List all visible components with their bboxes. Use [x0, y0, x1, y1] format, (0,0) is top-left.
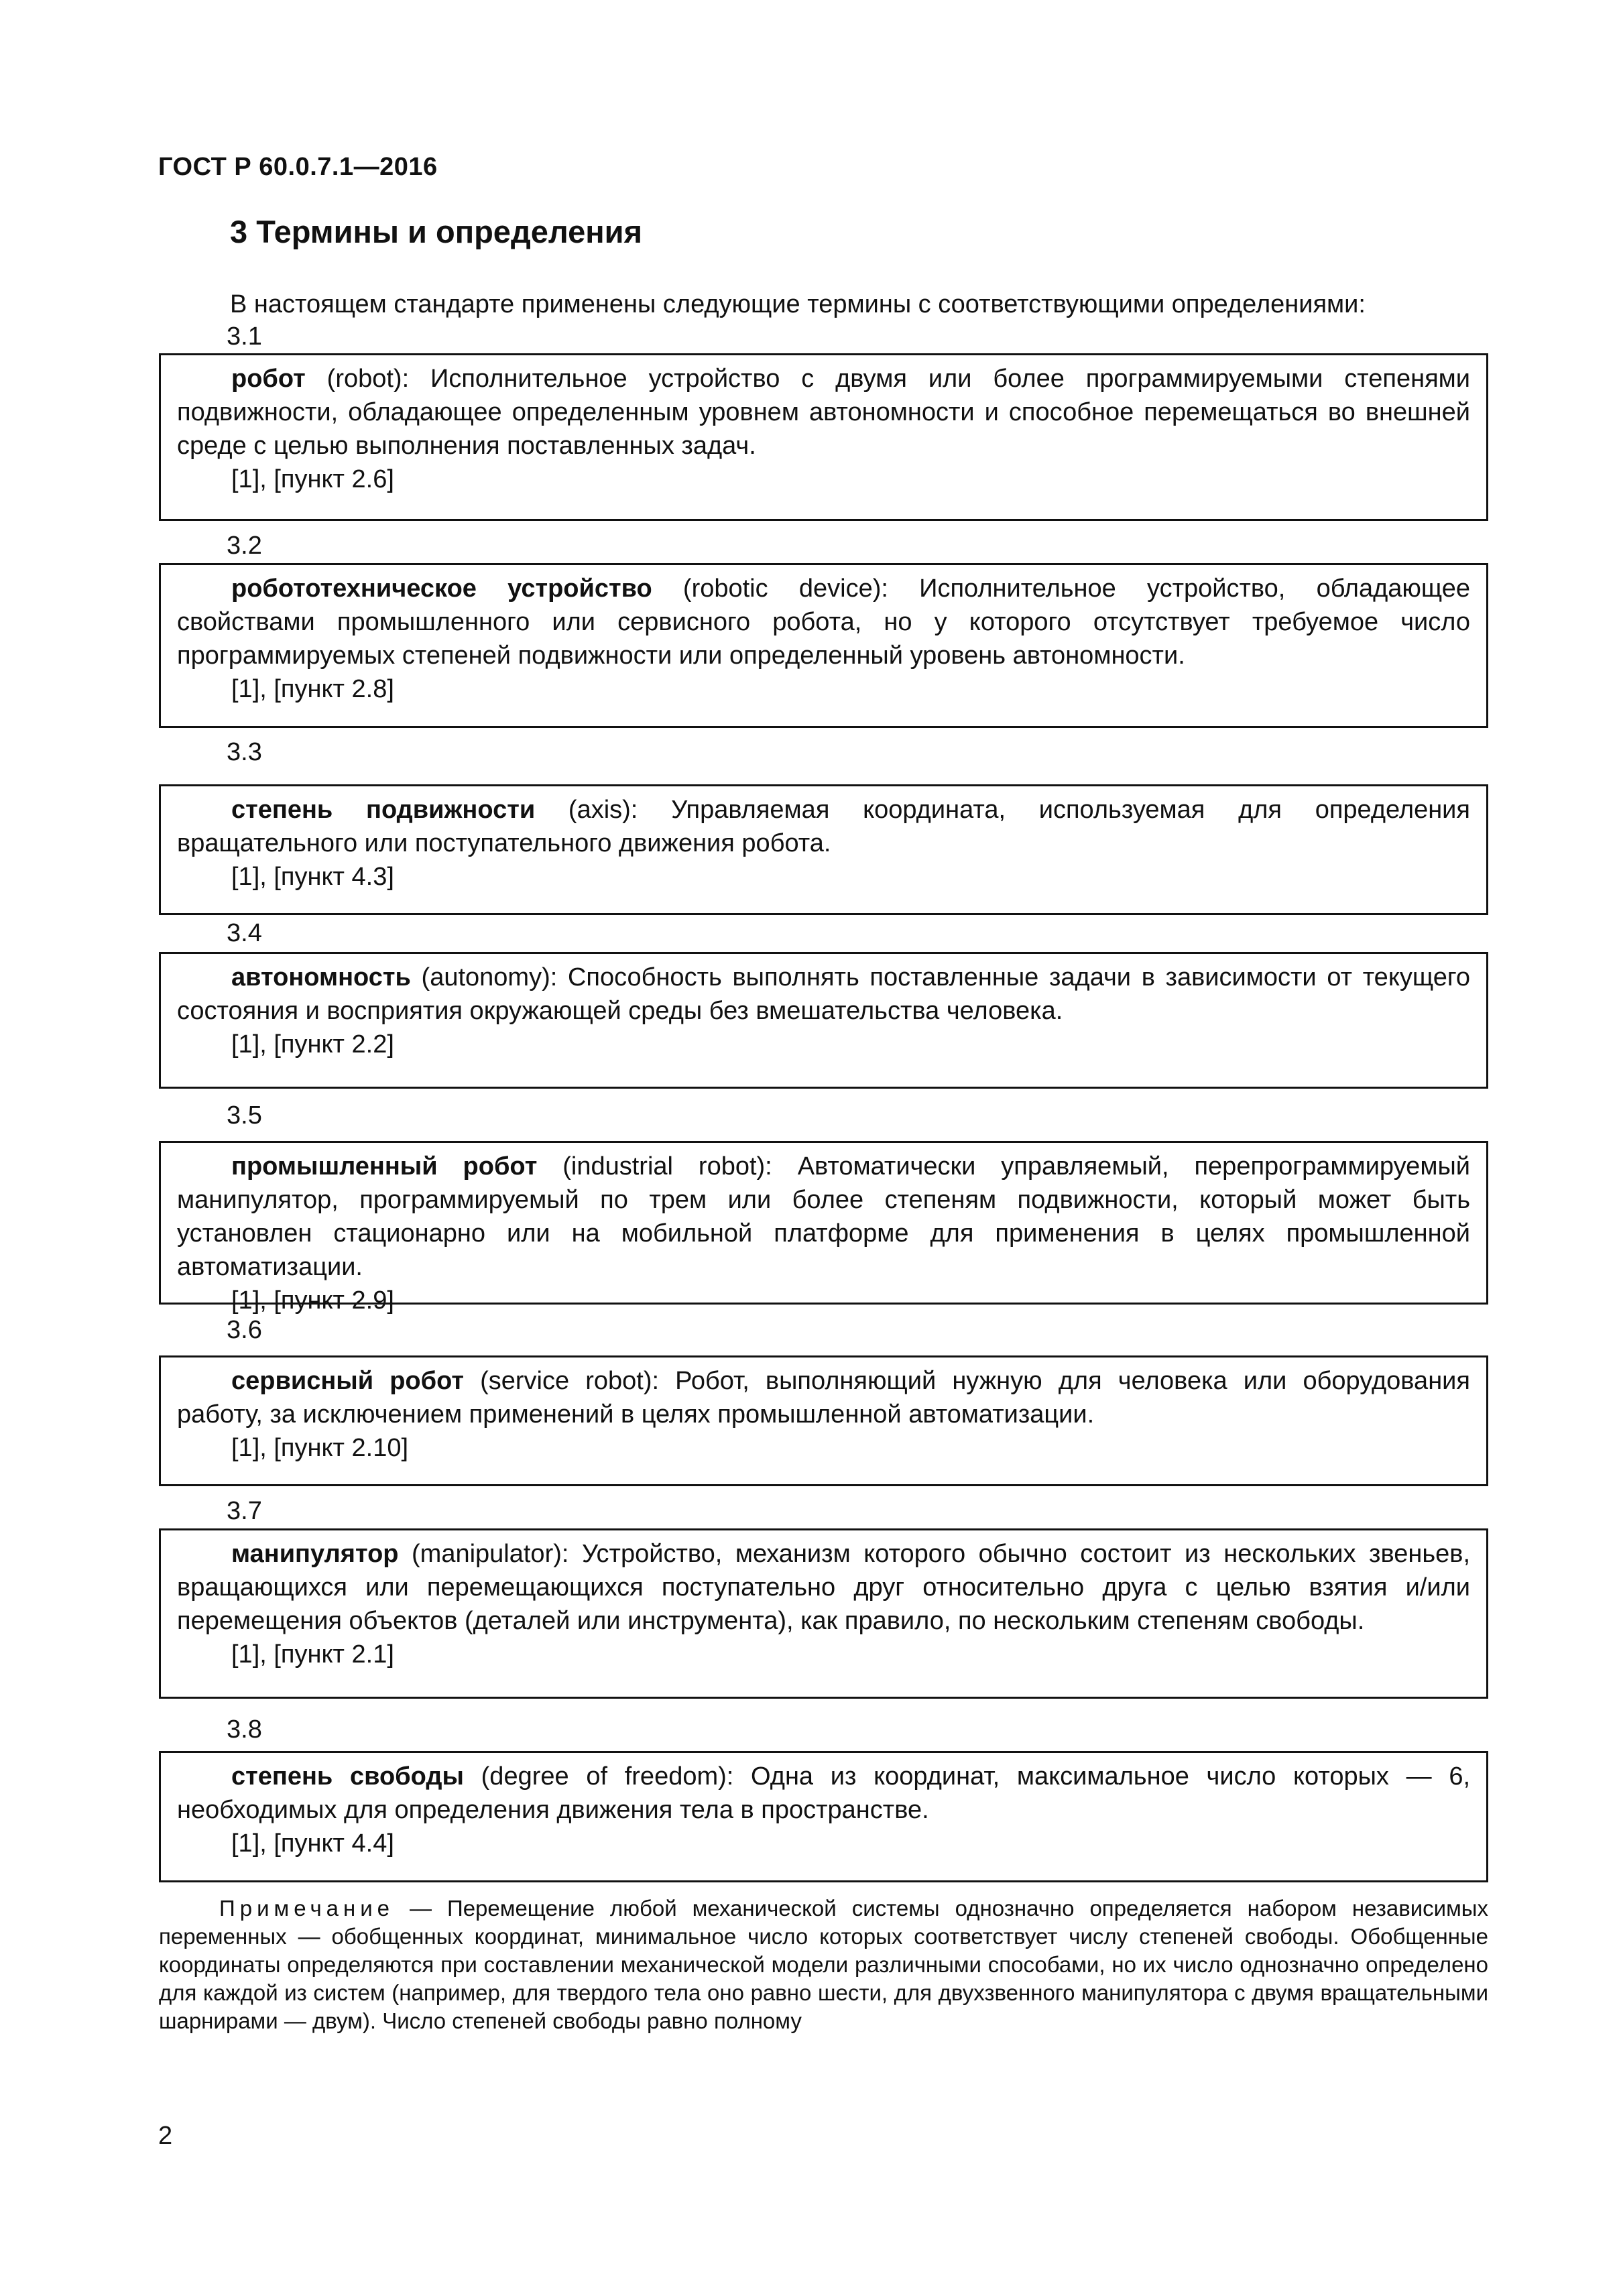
term-box: [159, 1355, 1488, 1486]
term-english: (axis):: [535, 796, 672, 824]
term-source: [1], [пункт 2.2]: [231, 1030, 394, 1059]
term-number: 3.4: [227, 919, 262, 947]
term-box: [159, 784, 1488, 915]
note-text: — Перемещение любой механической системы однозначно определяется набором независимых переменных — обобщенных координат, минимальное число которых соответствует числу степеней свободы. Обобщенные координаты определяются при составлении механической модели различными способами, но их число однозначно определено для каждой из систем (например, для твердого тела оно равно шести, для двухзвенного манипулятора с двумя вращательными шарнирами — двум). Число степеней свободы равно полному: [159, 1896, 1488, 2033]
term-english: (robotic device):: [652, 575, 920, 603]
term-box: [159, 353, 1488, 521]
term-box: [159, 1528, 1488, 1699]
term-text: Автоматически управляемый, перепрограммируемый манипулятор, программируемый по трем или более степеням подвижности, который может быть установлен стационарно или на мобильной платформе для применения в целях промышленной автоматизации.: [177, 1152, 1470, 1281]
term-english: (service robot):: [463, 1367, 676, 1395]
note: [159, 1894, 1488, 2035]
term-source: [1], [пункт 2.10]: [231, 1434, 409, 1462]
section-intro: В настоящем стандарте применены следующие термины с соответствующими определениями:: [230, 290, 1366, 318]
term-number: 3.5: [227, 1101, 262, 1130]
term-english: (manipulator):: [398, 1540, 582, 1568]
term-definition: [177, 572, 1470, 672]
term-number: 3.7: [227, 1497, 262, 1525]
term-source: [1], [пункт 4.3]: [231, 863, 394, 891]
term-name: робот: [231, 365, 306, 393]
term-name: автономность: [231, 963, 411, 991]
term-source: [1], [пункт 2.8]: [231, 675, 394, 703]
term-definition: [177, 1760, 1470, 1827]
term-name: сервисный робот: [231, 1367, 464, 1395]
term-definition: [177, 1537, 1470, 1638]
term-source: [1], [пункт 2.9]: [231, 1286, 394, 1315]
term-english: (industrial robot):: [537, 1152, 798, 1181]
term-text: Устройство, механизм которого обычно состоит из нескольких звеньев, вращающихся или перемещающихся поступательно друг относительно друга с целью взятия и/или перемещения объектов (деталей или инструмента), как правило, по нескольким степеням свободы.: [177, 1540, 1470, 1635]
term-text: Управляемая координата, используемая для определения вращательного или поступательного движения робота.: [177, 796, 1470, 857]
term-name: степень подвижности: [231, 796, 536, 824]
term-english: (degree of freedom):: [463, 1762, 752, 1791]
term-name: робототехническое устройство: [231, 575, 652, 603]
term-number: 3.8: [227, 1715, 262, 1744]
term-number: 3.2: [227, 532, 262, 560]
term-english: (autonomy):: [410, 963, 568, 991]
term-definition: [177, 793, 1470, 860]
term-number: 3.1: [227, 322, 262, 351]
term-box: [159, 1751, 1488, 1882]
term-definition: [177, 961, 1470, 1028]
term-source: [1], [пункт 4.4]: [231, 1829, 394, 1858]
term-english: (robot):: [305, 365, 431, 393]
term-name: степень свободы: [231, 1762, 464, 1791]
term-box: [159, 563, 1488, 728]
term-source: [1], [пункт 2.6]: [231, 465, 394, 493]
term-text: Робот, выполняющий нужную для человека или оборудования работу, за исключением применений в целях промышленной автоматизации.: [177, 1367, 1470, 1429]
term-definition: [177, 1150, 1470, 1284]
term-text: Способность выполнять поставленные задачи в зависимости от текущего состояния и восприятия окружающей среды без вмешательства человека.: [177, 963, 1470, 1025]
section-title: 3 Термины и определения: [230, 214, 642, 249]
term-number: 3.3: [227, 738, 262, 766]
term-text: Исполнительное устройство с двумя или более программируемыми степенями подвижности, обладающее определенным уровнем автономности и способное перемещаться во внешней среде с целью выполнения поставленных задач.: [177, 365, 1470, 460]
term-definition: [177, 362, 1470, 463]
term-text: Исполнительное устройство, обладающее свойствами промышленного или сервисного робота, но у которого отсутствует требуемое число программируемых степеней подвижности или определенный уровень автономности.: [177, 575, 1470, 670]
term-text: Одна из координат, максимальное число которых — 6, необходимых для определения движения тела в пространстве.: [177, 1762, 1471, 1824]
page-number: 2: [158, 2122, 173, 2150]
term-source: [1], [пункт 2.1]: [231, 1640, 394, 1669]
term-number: 3.6: [227, 1316, 262, 1344]
term-box: [159, 1141, 1488, 1315]
note-label: Примечание: [219, 1896, 395, 1921]
standard-code: ГОСТ Р 60.0.7.1—2016: [158, 153, 438, 181]
term-name: манипулятор: [231, 1540, 399, 1568]
term-box: [159, 952, 1488, 1089]
term-name: промышленный робот: [231, 1152, 538, 1181]
term-definition: [177, 1364, 1470, 1431]
